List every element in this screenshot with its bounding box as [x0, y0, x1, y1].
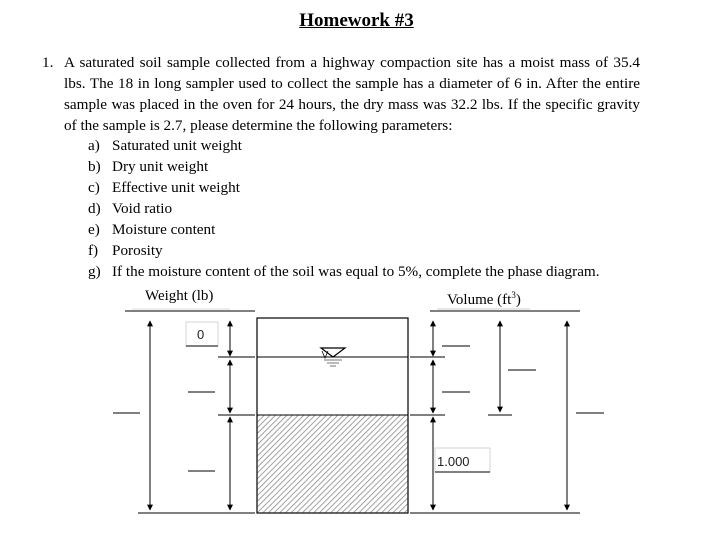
- solid-volume-box: [435, 448, 490, 472]
- part-text: Dry unit weight: [112, 158, 209, 175]
- volume-label-exponent: 3: [511, 290, 516, 300]
- part-text: Moisture content: [112, 221, 216, 238]
- problem-number: 1.: [42, 54, 54, 71]
- part-text: Effective unit weight: [112, 179, 240, 196]
- part-letter: g): [88, 263, 101, 280]
- part-text: Porosity: [112, 242, 163, 259]
- air-weight-box: [186, 322, 218, 346]
- solid-volume-value: 1.000: [437, 454, 470, 469]
- homework-title: Homework #3: [299, 10, 414, 31]
- volume-label-text: Volume (ft: [447, 292, 512, 308]
- part-letter: c): [88, 179, 100, 196]
- part-letter: d): [88, 200, 101, 217]
- part-text: If the moisture content of the soil was equal to 5%, complete the phase diagram.: [112, 263, 600, 280]
- part-letter: f): [88, 242, 99, 259]
- part-text: Saturated unit weight: [112, 137, 242, 154]
- part-letter: a): [88, 137, 100, 154]
- volume-label-end: ): [515, 292, 521, 308]
- problem-statement: A saturated soil sample collected from a highway compaction site has a moist mass of 35.4 lbs. The 18 in long sampler used to collect the sample has a diameter of 6 in. After the entire sample was placed in the oven for 24 hours, the dry mass was 32.2 lbs. If the specific gravity of the sample is 2.7, please determine the following parameters:: [64, 54, 640, 134]
- part-letter: e): [88, 221, 100, 238]
- weight-axis-label: Weight (lb): [145, 288, 214, 304]
- air-weight-value: 0: [197, 327, 205, 342]
- soil-solids-phase: [257, 415, 408, 513]
- part-text: Void ratio: [112, 200, 173, 217]
- part-letter: b): [88, 158, 101, 175]
